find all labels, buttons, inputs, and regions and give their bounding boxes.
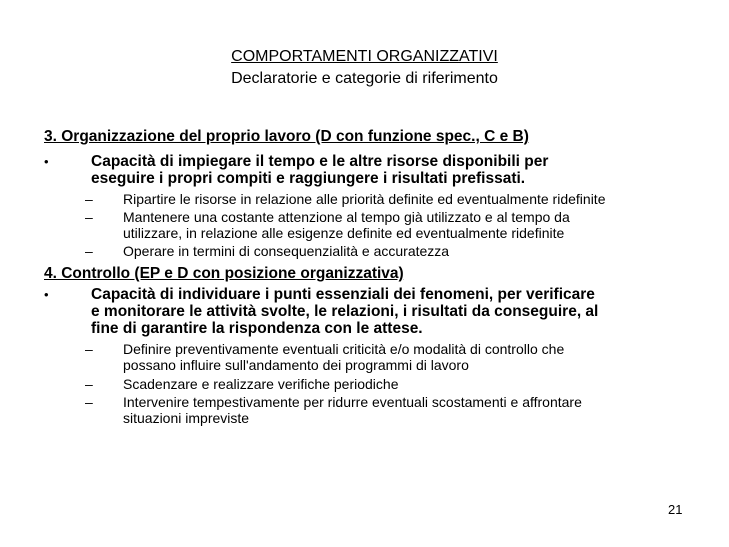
sub-item-line: Intervenire tempestivamente per ridurre eventuali scostamenti e affrontare (123, 394, 582, 410)
dash-icon: – (85, 376, 93, 392)
sub-item-text (123, 341, 683, 373)
bullet-line: Capacità di individuare i punti essenziali dei fenomeni, per verificare (91, 286, 595, 303)
sub-item-line: situazioni impreviste (123, 410, 250, 426)
bullet-icon: • (44, 154, 49, 169)
sub-item-line: Definire preventivamente eventuali criticità e/o modalità di controllo che (123, 341, 565, 357)
sub-item-line: Scadenzare e realizzare verifiche periodiche (123, 376, 399, 392)
slide-header (0, 46, 729, 90)
dash-icon: – (85, 209, 93, 225)
dash-icon: – (85, 243, 93, 259)
sub-item-line: Ripartire le risorse in relazione alle priorità definite ed eventualmente ridefinite (123, 191, 606, 207)
sub-item-text (123, 209, 683, 241)
sub-item-line: Operare in termini di consequenzialità e accuratezza (123, 243, 450, 259)
sub-item-line: Mantenere una costante attenzione al tempo già utilizzato e al tempo da (123, 209, 570, 225)
section-heading-controllo: 4. Controllo (EP e D con posizione organizzativa) (44, 265, 404, 282)
bullet-icon: • (44, 287, 49, 302)
section-heading-organizzazione: 3. Organizzazione del proprio lavoro (D con funzione spec., C e B) (44, 128, 529, 145)
dash-icon: – (85, 191, 93, 207)
bullet-line: e monitorare le attività svolte, le relazioni, i risultati da conseguire, al (91, 303, 599, 320)
sub-item-text (123, 376, 683, 392)
page-number: 21 (668, 502, 683, 517)
bullet-line: fine di garantire la rispondenza con le attese. (91, 320, 423, 337)
sub-item-line: possano influire sull'andamento dei programmi di lavoro (123, 357, 469, 373)
bullet-line: Capacità di impiegare il tempo e le altre risorse disponibili per (91, 153, 549, 170)
bullet-line: eseguire i propri compiti e raggiungere i risultati prefissati. (91, 170, 526, 187)
sub-item-text (123, 394, 683, 426)
sub-item-line: utilizzare, in relazione alle esigenze definite ed eventualmente ridefinite (123, 225, 565, 241)
dash-icon: – (85, 394, 93, 410)
bullet-text (91, 286, 691, 337)
bullet-text (91, 153, 691, 187)
slide-title: COMPORTAMENTI ORGANIZZATIVI (231, 48, 498, 65)
sub-item-text (123, 191, 683, 207)
sub-item-text (123, 243, 683, 259)
slide-subtitle: Declaratorie e categorie di riferimento (231, 70, 498, 87)
dash-icon: – (85, 341, 93, 357)
